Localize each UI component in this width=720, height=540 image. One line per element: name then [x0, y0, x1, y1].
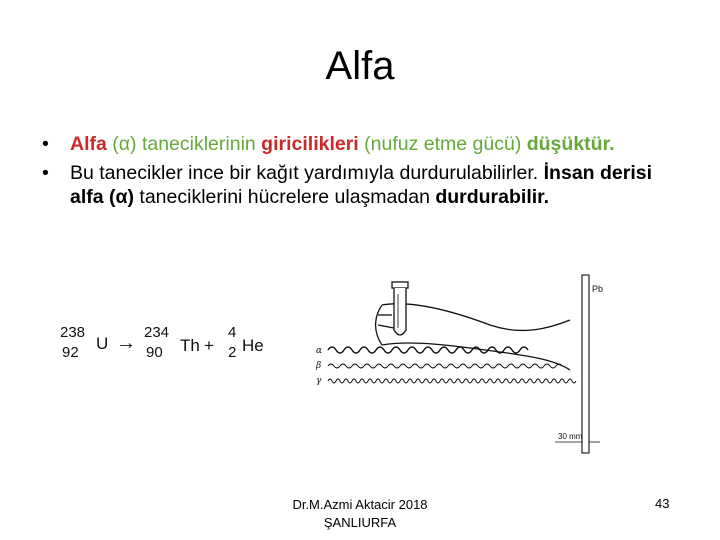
slide-title: Alfa — [325, 44, 395, 88]
beta-wave — [328, 364, 562, 368]
helium-atomic-number: 2 — [228, 344, 237, 361]
beta-label: β — [316, 361, 322, 371]
bullet-1-segment-3: giricilikleri — [261, 133, 359, 155]
page-number: 43 — [655, 496, 670, 511]
plus-sign: + — [204, 336, 214, 355]
thickness-label: 30 mm — [558, 432, 583, 441]
bullet-2-segment-1: Bu tanecikler ince bir kağıt yardımıyla durdurulabilirler. — [70, 161, 544, 184]
bullet-list — [40, 132, 690, 214]
bullet-dot: • — [42, 161, 49, 184]
bullet-2-segment-2: İnsan derisi alfa (α) — [70, 161, 653, 208]
footer — [255, 496, 465, 532]
footer-author: Dr.M.Azmi Aktacir 2018 — [292, 497, 428, 512]
test-tube-icon — [392, 282, 408, 335]
gamma-wave — [328, 379, 576, 383]
bullet-item-1 — [40, 132, 690, 157]
reaction-arrow: → — [116, 332, 136, 354]
radiation-penetration-figure — [300, 270, 615, 460]
bullet-dot: • — [42, 133, 49, 155]
thorium-symbol: Th — [180, 336, 200, 355]
bullet-1-segment-1: Alfa — [70, 133, 107, 155]
bullet-2-segment-4: durdurabilir. — [435, 186, 550, 208]
footer-location: ŞANLIURFA — [323, 515, 397, 530]
uranium-atomic-number: 92 — [62, 344, 79, 361]
thorium-mass-number: 234 — [144, 324, 170, 341]
helium-symbol: He — [242, 336, 264, 355]
bullet-1-segment-5: düşüktür. — [526, 133, 615, 155]
bullet-1-segment-2: (α) taneciklerinin — [106, 133, 262, 155]
lead-plate — [582, 275, 589, 453]
decay-equation — [58, 320, 278, 366]
uranium-mass-number: 238 — [60, 324, 86, 341]
bullet-2-segment-3: taneciklerini hücrelere ulaşmadan — [134, 186, 436, 208]
alpha-label: α — [316, 346, 323, 356]
gamma-label: γ — [316, 376, 322, 386]
thorium-atomic-number: 90 — [146, 344, 163, 361]
lead-label: Pb — [592, 284, 604, 294]
helium-mass-number: 4 — [228, 324, 237, 341]
bullet-item-2 — [40, 161, 690, 210]
alpha-wave — [328, 347, 528, 353]
bullet-1-segment-4: (nufuz etme gücü) — [358, 133, 527, 155]
uranium-symbol: U — [96, 334, 109, 353]
